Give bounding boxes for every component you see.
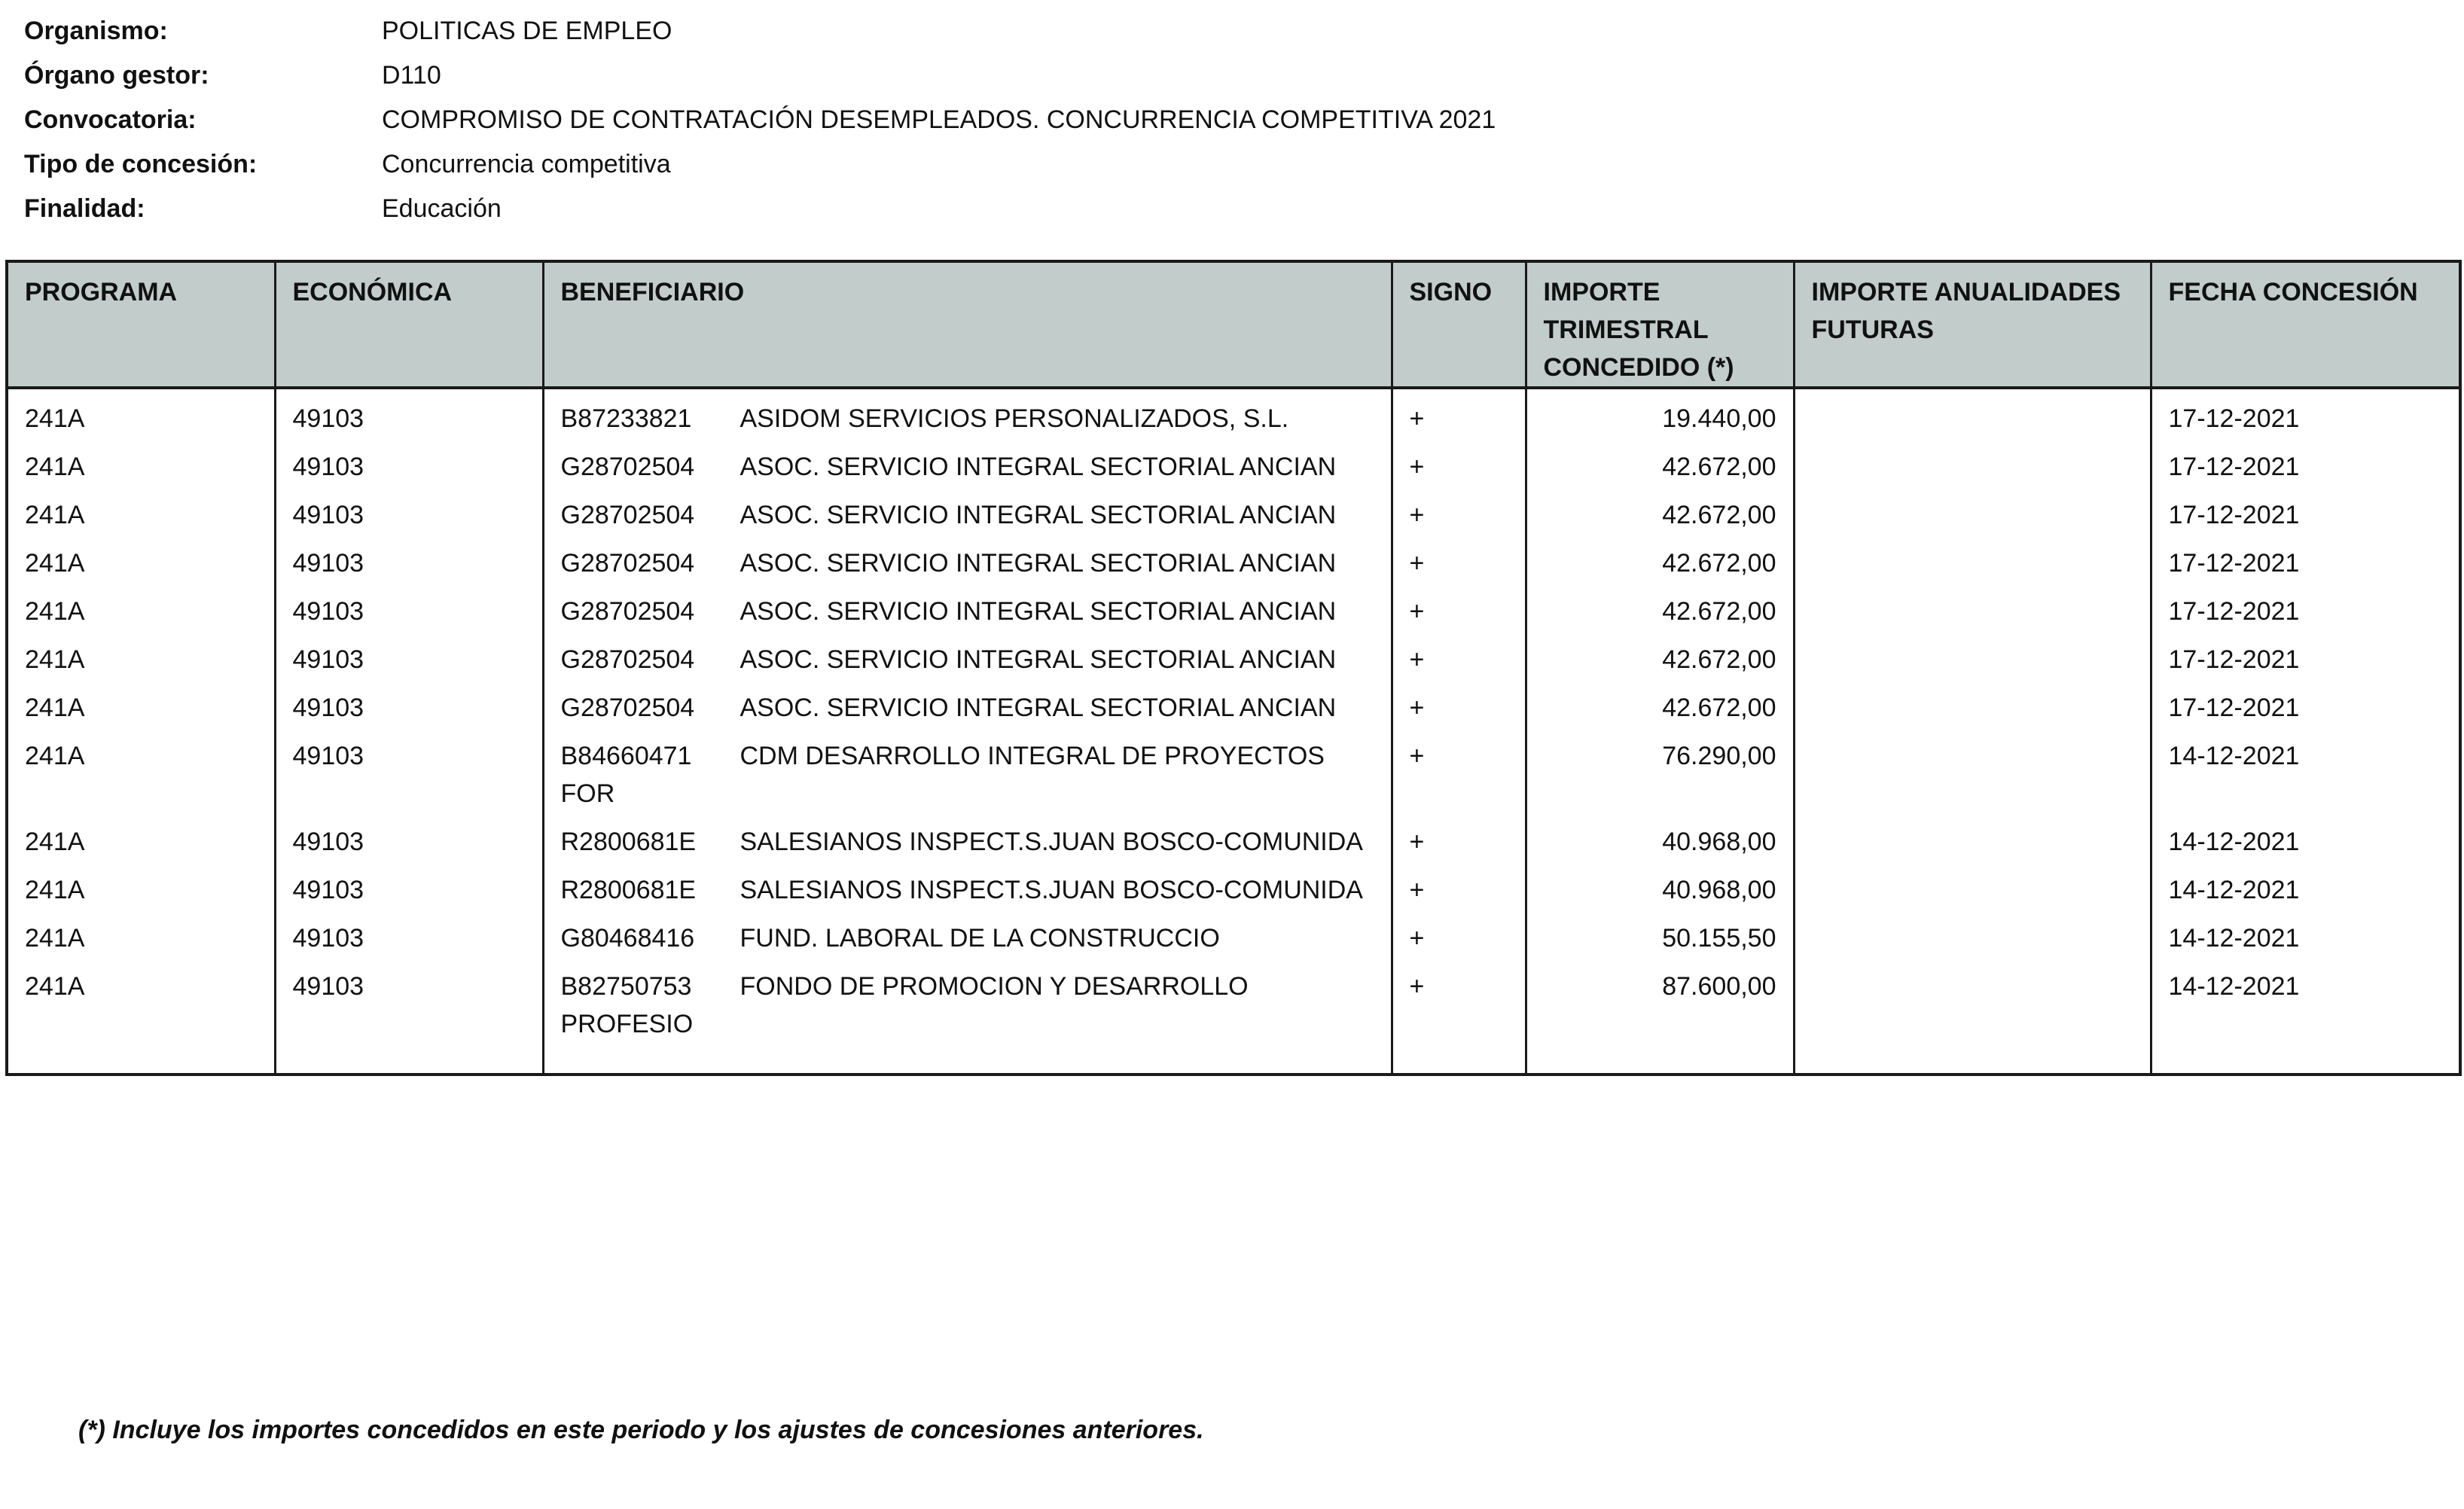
cell-signo: + [1392, 630, 1526, 678]
cell-programa: 241A [25, 501, 85, 529]
cell-importe-anualidades [1794, 437, 2151, 486]
beneficiario-nombre: FONDO DE PROMOCION Y DESARROLLO PROFESIO [560, 972, 1249, 1038]
beneficiario-nombre: ASOC. SERVICIO INTEGRAL SECTORIAL ANCIAN [740, 453, 1337, 481]
cell-signo: + [1392, 678, 1526, 727]
beneficiario-nombre: ASOC. SERVICIO INTEGRAL SECTORIAL ANCIAN [740, 694, 1337, 722]
beneficiario-nif: G80468416 [560, 924, 695, 953]
cell-importe-anualidades [1794, 861, 2151, 909]
cell-beneficiario [543, 630, 1392, 678]
beneficiario-nif: B84660471 [560, 742, 692, 770]
cell-economica: 49103 [275, 582, 543, 630]
meta-label: Convocatoria: [24, 105, 197, 134]
beneficiario-nif: G28702504 [560, 453, 695, 481]
cell-programa: 241A [25, 597, 85, 626]
cell-beneficiario [543, 861, 1392, 909]
beneficiario-nombre: ASOC. SERVICIO INTEGRAL SECTORIAL ANCIAN [740, 549, 1337, 578]
cell-importe-anualidades [1794, 630, 2151, 678]
beneficiario-nombre: ASOC. SERVICIO INTEGRAL SECTORIAL ANCIAN [740, 597, 1337, 626]
table-row [7, 486, 2460, 534]
cell-signo: + [1392, 861, 1526, 909]
cell-fecha: 14-12-2021 [2151, 957, 2460, 1075]
cell-economica: 49103 [275, 812, 543, 861]
beneficiario-nombre: FUND. LABORAL DE LA CONSTRUCCIO [740, 924, 1220, 953]
cell-programa: 241A [25, 694, 85, 722]
cell-signo: + [1392, 909, 1526, 957]
meta-value: Educación [382, 194, 502, 223]
meta-row-organo-gestor [24, 53, 1496, 98]
col-header-importe-anualidades: IMPORTE ANUALIDADES FUTURAS [1794, 261, 2151, 388]
cell-importe-trimestral: 42.672,00 [1526, 678, 1794, 727]
cell-fecha: 17-12-2021 [2151, 678, 2460, 727]
meta-row-organismo [24, 9, 1496, 53]
cell-programa: 241A [25, 924, 85, 953]
metadata-block [24, 9, 1496, 231]
cell-importe-trimestral: 40.968,00 [1526, 812, 1794, 861]
cell-importe-anualidades [1794, 582, 2151, 630]
cell-signo: + [1392, 582, 1526, 630]
cell-importe-trimestral: 42.672,00 [1526, 630, 1794, 678]
cell-economica: 49103 [275, 534, 543, 582]
meta-row-finalidad [24, 187, 1496, 231]
cell-fecha: 14-12-2021 [2151, 861, 2460, 909]
cell-importe-anualidades [1794, 486, 2151, 534]
cell-fecha: 17-12-2021 [2151, 630, 2460, 678]
cell-fecha: 17-12-2021 [2151, 534, 2460, 582]
beneficiario-nif: R2800681E [560, 828, 697, 856]
cell-importe-trimestral: 42.672,00 [1526, 437, 1794, 486]
footnote: (*) Incluye los importes concedidos en este periodo y los ajustes de concesiones anteriores. [78, 1416, 1204, 1444]
meta-value: Concurrencia competitiva [382, 150, 671, 178]
col-header-programa: PROGRAMA [7, 261, 275, 388]
meta-row-convocatoria [24, 98, 1496, 142]
meta-label: Finalidad: [24, 194, 145, 223]
table-row [7, 437, 2460, 486]
cell-programa: 241A [25, 549, 85, 578]
cell-programa: 241A [25, 828, 85, 856]
table-row [7, 678, 2460, 727]
meta-value: POLITICAS DE EMPLEO [382, 17, 672, 45]
table-row [7, 957, 2460, 1075]
cell-beneficiario [543, 437, 1392, 486]
cell-programa: 241A [25, 876, 85, 904]
concessions-table [5, 260, 2462, 1076]
cell-programa: 241A [25, 645, 85, 674]
cell-fecha: 17-12-2021 [2151, 486, 2460, 534]
cell-fecha: 14-12-2021 [2151, 909, 2460, 957]
beneficiario-nombre: SALESIANOS INSPECT.S.JUAN BOSCO-COMUNIDA [740, 828, 1363, 856]
cell-fecha: 17-12-2021 [2151, 582, 2460, 630]
meta-label: Tipo de concesión: [24, 150, 258, 178]
table-row [7, 861, 2460, 909]
col-header-importe-trimestral: IMPORTE TRIMESTRAL CONCEDIDO (*) [1526, 261, 1794, 388]
beneficiario-nombre: ASOC. SERVICIO INTEGRAL SECTORIAL ANCIAN [740, 501, 1337, 529]
cell-economica: 49103 [275, 630, 543, 678]
cell-importe-anualidades [1794, 678, 2151, 727]
cell-economica: 49103 [275, 678, 543, 727]
beneficiario-nif: G28702504 [560, 597, 695, 626]
beneficiario-nif: G28702504 [560, 501, 695, 529]
beneficiario-nif: G28702504 [560, 694, 695, 722]
cell-economica: 49103 [275, 909, 543, 957]
beneficiario-nif: G28702504 [560, 645, 695, 674]
beneficiario-nif: B82750753 [560, 972, 692, 1001]
cell-signo: + [1392, 957, 1526, 1075]
cell-signo: + [1392, 486, 1526, 534]
cell-fecha: 17-12-2021 [2151, 388, 2460, 437]
cell-signo: + [1392, 437, 1526, 486]
meta-row-tipo-concesion [24, 142, 1496, 187]
table-row [7, 534, 2460, 582]
cell-economica: 49103 [275, 727, 543, 812]
cell-importe-trimestral: 50.155,50 [1526, 909, 1794, 957]
table-header-row [7, 261, 2460, 388]
cell-beneficiario [543, 582, 1392, 630]
cell-signo: + [1392, 388, 1526, 437]
cell-importe-trimestral: 76.290,00 [1526, 727, 1794, 812]
cell-importe-anualidades [1794, 534, 2151, 582]
col-header-fecha: FECHA CONCESIÓN [2151, 261, 2460, 388]
beneficiario-nombre: SALESIANOS INSPECT.S.JUAN BOSCO-COMUNIDA [740, 876, 1363, 904]
cell-importe-anualidades [1794, 812, 2151, 861]
cell-economica: 49103 [275, 486, 543, 534]
cell-programa: 241A [25, 404, 85, 433]
cell-signo: + [1392, 534, 1526, 582]
cell-importe-trimestral: 42.672,00 [1526, 582, 1794, 630]
col-header-beneficiario: BENEFICIARIO [543, 261, 1392, 388]
cell-importe-anualidades [1794, 388, 2151, 437]
table-row [7, 909, 2460, 957]
beneficiario-nombre: ASOC. SERVICIO INTEGRAL SECTORIAL ANCIAN [740, 645, 1337, 674]
col-header-signo: SIGNO [1392, 261, 1526, 388]
table-row [7, 582, 2460, 630]
meta-value: COMPROMISO DE CONTRATACIÓN DESEMPLEADOS. CONCURRENCIA COMPETITIVA 2021 [382, 105, 1496, 134]
cell-importe-trimestral: 40.968,00 [1526, 861, 1794, 909]
cell-economica: 49103 [275, 388, 543, 437]
cell-beneficiario [543, 486, 1392, 534]
beneficiario-nif: G28702504 [560, 549, 695, 578]
col-header-economica: ECONÓMICA [275, 261, 543, 388]
cell-beneficiario [543, 727, 1392, 812]
table-row [7, 630, 2460, 678]
cell-programa: 241A [25, 453, 85, 481]
cell-importe-anualidades [1794, 727, 2151, 812]
cell-economica: 49103 [275, 861, 543, 909]
meta-value: D110 [382, 61, 441, 90]
cell-beneficiario [543, 909, 1392, 957]
cell-economica: 49103 [275, 957, 543, 1075]
cell-importe-trimestral: 42.672,00 [1526, 486, 1794, 534]
cell-importe-anualidades [1794, 957, 2151, 1075]
cell-beneficiario [543, 812, 1392, 861]
cell-programa: 241A [25, 742, 85, 770]
cell-economica: 49103 [275, 437, 543, 486]
cell-signo: + [1392, 812, 1526, 861]
table-body [7, 388, 2460, 1075]
cell-importe-trimestral: 19.440,00 [1526, 388, 1794, 437]
beneficiario-nif: B87233821 [560, 404, 692, 433]
cell-fecha: 14-12-2021 [2151, 727, 2460, 812]
cell-fecha: 17-12-2021 [2151, 437, 2460, 486]
cell-beneficiario [543, 957, 1392, 1075]
cell-importe-trimestral: 42.672,00 [1526, 534, 1794, 582]
cell-signo: + [1392, 727, 1526, 812]
cell-programa: 241A [25, 972, 85, 1001]
table-row [7, 727, 2460, 812]
meta-label: Órgano gestor: [24, 61, 209, 90]
cell-beneficiario [543, 678, 1392, 727]
beneficiario-nombre: CDM DESARROLLO INTEGRAL DE PROYECTOS FOR [560, 742, 1325, 808]
beneficiario-nombre: ASIDOM SERVICIOS PERSONALIZADOS, S.L. [740, 404, 1289, 433]
cell-importe-trimestral: 87.600,00 [1526, 957, 1794, 1075]
cell-beneficiario [543, 534, 1392, 582]
cell-importe-anualidades [1794, 909, 2151, 957]
cell-fecha: 14-12-2021 [2151, 812, 2460, 861]
cell-beneficiario [543, 388, 1392, 437]
beneficiario-nif: R2800681E [560, 876, 697, 904]
table-row [7, 388, 2460, 437]
meta-label: Organismo: [24, 17, 168, 45]
table-row [7, 812, 2460, 861]
